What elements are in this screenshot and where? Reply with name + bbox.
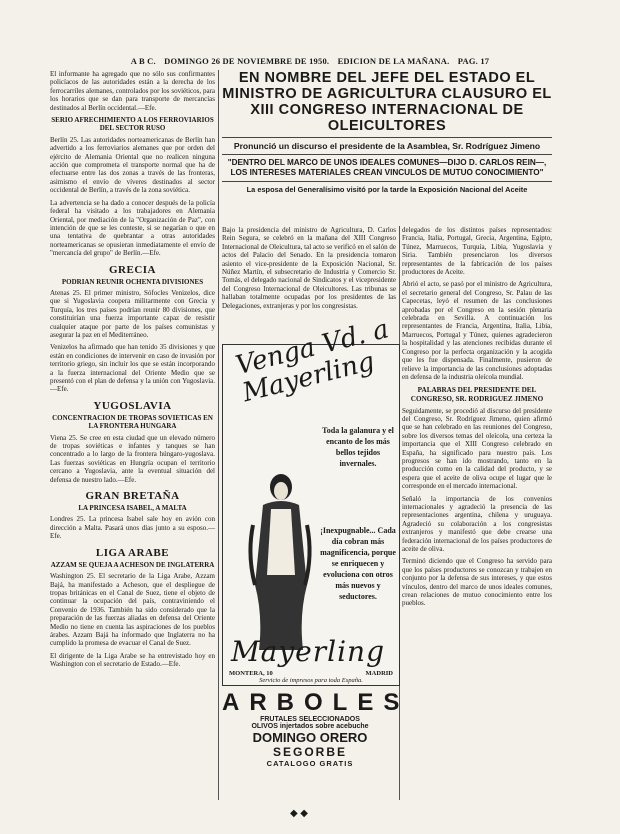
- article-paragraph: Terminó diciendo que el Congreso ha servido para que los países productores se conozcan y trabajen en conjunto por la defensa de sus intereses, y que estos vínculos, dentro del marco de unos ideales comunes, crean relaciones de mutuo conocimiento entre los pueblos.: [402, 557, 552, 608]
- right-column: [402, 226, 552, 612]
- headline-rule: [222, 181, 552, 182]
- article-paragraph: Venizelos ha afirmado que han tenido 35 divisiones y que están en condiciones de intervenir en caso de invasión por territorio griego, sin incluir los que se están incorporando a la fuerza internacional del Oriente Medio que se presentó con el plan de defensa y la unión con Yugoslavia.—Efe.: [50, 343, 215, 394]
- article-paragraph: Viena 25. Se cree en esta ciudad que un elevado número de tropas soviéticas e infantes y tanques se han concentrado a lo largo de la frontera húngaro-yugoslava. Las fuerzas soviéticas en Hungría ocupan el territorio cercano a Yugoslavia, ante la eventual situación del defensa de nuestro lado.—Efe.: [50, 433, 215, 484]
- article-heading: PALABRAS DEL PRESIDENTE DEL CONGRESO, SR. RODRIGUEZ JIMENO: [410, 386, 544, 403]
- article-paragraph: La advertencia se ha dado a conocer después de la policía federal ha visitado a los trabajadores en Alemania Oriental, por mediación de la "Organización de Paz", con intención de que se les conteste, si se negarían o que en una tentativa de quebrantar a otras autoridades norteamericanas se opusieran inmediatamente el envío de "mercancía del grupo" de Berlín.—Efe.: [50, 198, 215, 258]
- section-subtitle: CONCENTRACION DE TROPAS SOVIETICAS EN LA FRONTERA HUNGARA: [52, 413, 213, 431]
- article-paragraph: Atenas 25. El primer ministro, Sófocles Venizelos, dice que si Yugoslavia coopera militarmente con Grecia y Turquía, los tres países podrían reunir 80 divisiones, que constituirían una fuerza importante capaz de resistir cualquier ataque por parte de los países comunistas y asegurar la paz en el Mediterráneo.: [50, 288, 215, 339]
- ad-script-slogan: Venga Vd. a Mayerling: [232, 314, 392, 409]
- left-column: [50, 70, 215, 673]
- arboles-line: FRUTALES SELECCIONADOS: [260, 716, 360, 723]
- headline-rule: [222, 137, 552, 138]
- section-subtitle: PODRIAN REUNIR OCHENTA DIVISIONES: [61, 277, 204, 286]
- fashion-illustration: [241, 465, 319, 655]
- section-subtitle: LA PRINCESA ISABEL, A MALTA: [78, 504, 187, 513]
- article-paragraph: Seguidamente, se procedió al discurso del presidente del Congreso, Sr. Rodríguez Jimeno, quien afirmó que se han celebrado en las reuniones del Congreso, sobre los diversos temas del oleícola, una certeza la importancia que el XIII Congreso celebrado en España, ha significado para nuestro país. Los progresos se han ido mostrando, tanto en la producción como en la calidad del producto, y se espera que el aceite de oliva ocupe el lugar que le corresponde en el mercado internacional.: [402, 406, 552, 491]
- page-header: [0, 56, 620, 66]
- article-paragraph: delegados de los distintos países representados: Francia, Italia, Portugal, Grecia, Argentina, Egipto, Túnez, Marruecos, Turquía, Libia, Yugoslavia y Siria. También presenciaron los diversos representantes de la fabricación de los países productores de Aceite.: [402, 226, 552, 277]
- section-title-great-britain: GRAN BRETAÑA: [85, 490, 180, 503]
- article-paragraph: Washington 25. El secretario de la Liga Arabe, Azzam Bajá, ha manifestado a Acheson, que el despliegue de tropas británicas en el Canal de Suez, tiene el objeto de continuar la ocupación del país, contraviniendo el Convenio de 1936. También ha sido considerado que la preparación de las fuerzas aliadas en defensa del Oriente Medio no tiene en cuenta las aspiraciones de los pueblos árabes. Azzam Bajá ha informado que Inglaterra no ha cumplido la promesa de evacuar el Canal de Suez.: [50, 572, 215, 648]
- section-title-arab-league: LIGA ARABE: [95, 546, 170, 559]
- arboles-seller: DOMINGO ORERO: [252, 730, 368, 745]
- arboles-advertisement: [222, 689, 410, 768]
- arboles-title: ARBOLES: [222, 689, 410, 716]
- ad-city: MADRID: [365, 670, 393, 677]
- headline-rule: [222, 154, 552, 155]
- article-paragraph: Bajo la presidencia del ministro de Agricultura, D. Carlos Rein Segura, se celebró en la mañana del XIII Congreso Internacional de Oleicultura, tal acto se verificó en el salón de actos del Palacio del Senado. En la presidencia tomaron asiento el vice-presidente de la Exposición Nacional, Sr. Núñez Martín, el subsecretario de Industria y Comercio Sr. Tomás, el delegado nacional de Sindicatos y el vicepresidente del Congreso Internacional de Oleicultores. Las tribunas se hallaban totalmente ocupadas por los presidentes de las Delegaciones, extranjeras y por los congresistas.: [222, 226, 396, 310]
- arboles-town: SEGORBE: [272, 745, 347, 759]
- headline-quote: "DENTRO DEL MARCO DE UNOS IDEALES COMUNES—DIJO D. CARLOS REIN—, LOS INTERESES MATERIALES CREAN VINCULOS DE MUTUO CONOCIMIENTO": [227, 158, 547, 177]
- mayerling-advertisement: [222, 314, 400, 686]
- article-paragraph: El informante ha agregado que no sólo sus confirmantes policíacos de las autoridades están a la derecha de los ferrocarriles alemanes, controlados por los soviéticos, para los horarios que se dan para transporte de mercancías destinados al Berlín occidental.—Efe.: [50, 70, 215, 112]
- edition-label: EDICION DE LA MAÑANA.: [337, 56, 450, 66]
- headline-deck: La esposa del Generalísimo visitó por la tarde la Exposición Nacional del Aceite: [246, 184, 528, 194]
- article-paragraph: Berlín 25. Las autoridades norteamericanas de Berlín han advertido a los ferroviarios alemanes que por orden del ejército de Alemania Oriental que no realicen ninguna acción que comprometa el transporte normal que ha de efectuarse entre las dos zonas a través de las fronteras, asimismo el envío de víveres destinados al sector occidental de Berlín, a través de la zona soviética.: [50, 135, 215, 195]
- main-headline: EN NOMBRE DEL JEFE DEL ESTADO EL MINISTRO DE AGRICULTURA CLAUSURO EL XIII CONGRESO INTERNACIONAL DE OLEICULTORES: [222, 70, 552, 134]
- article-paragraph: Londres 25. La princesa Isabel sale hoy en avión con dirección a Malta. Pasará unos días junto a su esposo.—Efe.: [50, 515, 215, 541]
- ad-blurb-bottom: ¡Inexpugnable... Cada día cobran más magnificencia, porque se enriquecen y evoluciona con otros más nuevos y seductores.: [320, 526, 396, 601]
- ad-service-note: Servicio de impresos para toda España.: [259, 677, 363, 684]
- section-title-yugoslavia: YUGOSLAVIA: [93, 399, 172, 412]
- ad-brand-logo: Mayerling: [231, 635, 386, 668]
- arboles-catalog: CATALOGO GRATIS: [266, 759, 354, 768]
- article-paragraph: El dirigente de la Liga Arabe se ha entrevistado hoy en Washington con el secretario de Estado.—Efe.: [50, 651, 215, 669]
- ad-footer: [229, 670, 393, 684]
- page-footer-ornament: ◆ ◆: [290, 808, 308, 819]
- issue-date: DOMINGO 26 DE NOVIEMBRE DE 1950.: [164, 56, 330, 66]
- article-heading: SERIO AFRECHIMIENTO A LOS FERROVIARIOS DEL SECTOR RUSO: [51, 116, 214, 133]
- main-headline-block: [222, 70, 552, 196]
- headline-subtitle: Pronunció un discurso el presidente de la Asamblea, Sr. Rodríguez Jimeno: [233, 141, 541, 151]
- middle-column: [222, 226, 396, 314]
- ad-address: MONTERA, 10: [229, 670, 273, 677]
- ad-blurb-top: Toda la galanura y el encanto de los más bellos tejidos invernales.: [322, 426, 394, 468]
- arboles-line: OLIVOS injertados sobre acebuche: [251, 723, 369, 730]
- section-title-greece: GRECIA: [108, 263, 156, 276]
- article-paragraph: Abrió el acto, se pasó por el ministro de Agricultura, el secretario general del Congreso, Sr. Palau de las Capecetas, leyó el resumen de las conclusiones aprobadas por el Congreso en la sesión plenaria celebrada en Sevilla. A continuación los representantes de Francia, Argentina, Italia, Libia, Marruecos, Portugal y Túnez, quienes agradecieron la hospitalidad y las atenciones recibidas durante el Congreso por la perfecta organización y la acogida que les fue dispensada. Finalmente, pusieron de relieve la importancia de las conclusiones adoptadas en defensa de la industria oleícola mundial.: [402, 280, 552, 381]
- section-subtitle: AZZAM SE QUEJA A ACHESON DE INGLATERRA: [50, 560, 215, 569]
- page-number: PAG. 17: [457, 56, 490, 66]
- paper-name: A B C.: [130, 56, 156, 66]
- article-paragraph: Señaló la importancia de los convenios internacionales y agradeció la presencia de las representaciones argentina, chilena y uruguaya. Agradeció su colaboración a los congresistas extranjeros y manifestó que debe crearse una federación internacional de los países productores de aceite de oliva.: [402, 494, 552, 553]
- column-divider-left: [218, 70, 219, 800]
